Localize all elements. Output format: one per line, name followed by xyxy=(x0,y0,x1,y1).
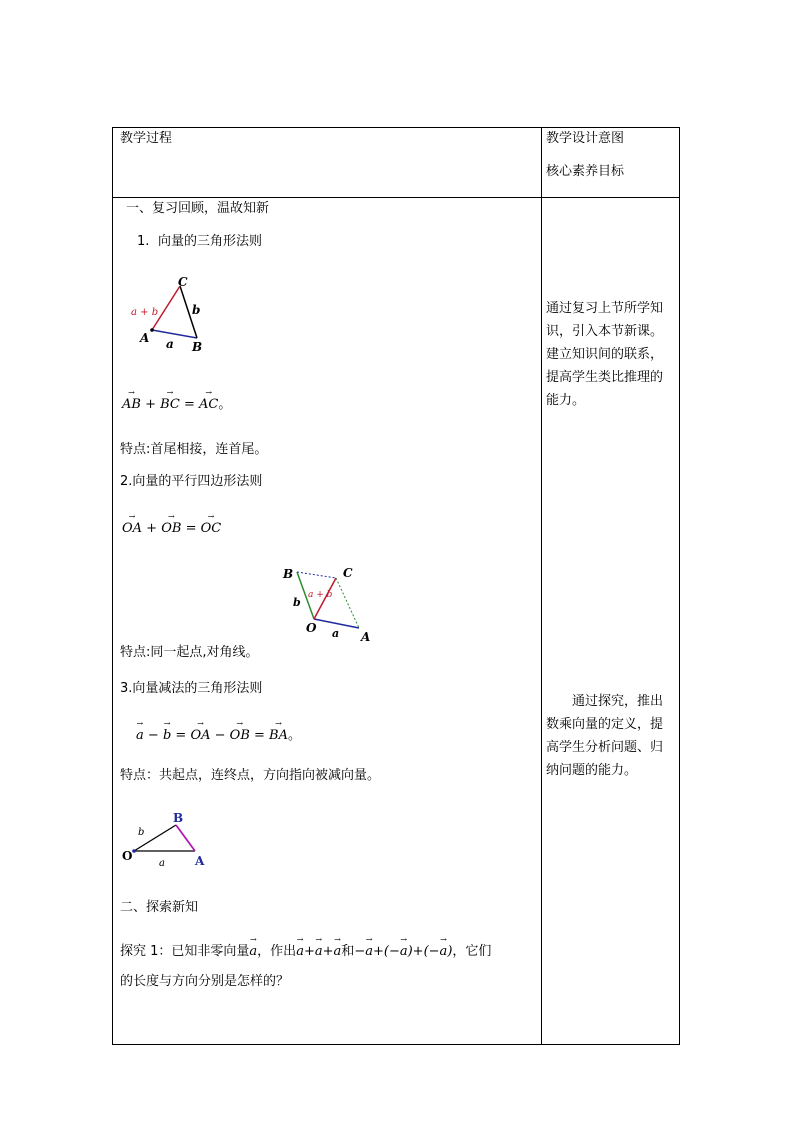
parallelogram-rule-formula: → OA + → OB = → OC xyxy=(122,521,221,537)
explore-neg-a1: → a xyxy=(365,944,373,960)
explore-vec-a: → a xyxy=(249,944,257,960)
fig3-label-a: A xyxy=(195,854,205,868)
subtraction-rule-figure xyxy=(120,808,215,872)
triangle-rule-figure xyxy=(126,272,226,358)
fig2-label-a: A xyxy=(361,630,371,644)
fig2-label-b: B xyxy=(283,567,294,581)
parallelogram-rule-figure xyxy=(280,562,375,648)
feature3-text: 特点：共起点，连终点，方向指向被减向量。 xyxy=(120,768,381,783)
fig3-vec-b: b xyxy=(138,827,145,838)
vector-ab-line xyxy=(152,330,197,338)
point-o-dot xyxy=(132,849,136,853)
explore-neg-sum: −→ a+(−→ a)+(−→ a) xyxy=(354,944,452,959)
feature2-text: 特点:同一起点,对角线。 xyxy=(120,645,259,660)
explore-mid2: 和 xyxy=(341,944,355,959)
explore-sum: → a+→ a+→ a xyxy=(296,944,341,959)
fig3-label-o: O xyxy=(122,849,133,863)
design-note-review: 通过复习上节所学知识，引入本节新课。建立知识间的联系，提高学生类比推理的能力。 xyxy=(546,301,664,408)
vec-ab: → AB xyxy=(122,397,141,413)
parallelogram-right-edge xyxy=(336,578,359,628)
explore-prefix: 探究 1：已知非零向量 xyxy=(120,944,250,959)
fig1-vec-b: b xyxy=(192,303,201,317)
section2-title: 二、探索新知 xyxy=(120,900,199,915)
header-core-goal: 核心素养目标 xyxy=(546,164,625,179)
fig3-vec-a: a xyxy=(159,858,165,869)
fig2-label-c: C xyxy=(343,566,353,580)
design-note-explore: 通过探究，推出数乘向量的定义，提高学生分析问题、归纳问题的能力。 xyxy=(546,694,664,778)
vec-ob: → OB xyxy=(161,521,181,537)
vec-bc: → BC xyxy=(160,397,180,413)
vec-ac: → AC xyxy=(199,397,218,413)
fig2-vec-sum: a + b xyxy=(308,590,333,600)
fig2-vec-b: b xyxy=(293,596,301,609)
column-divider xyxy=(541,128,542,1044)
explore-mid1: ，作出 xyxy=(257,944,297,959)
vector-ba-line xyxy=(176,825,195,851)
formula1-end: 。 xyxy=(218,397,232,412)
explore-sum-a1: → a xyxy=(296,944,304,960)
explore-sum-a2: → a xyxy=(315,944,323,960)
explore-sum-a3: → a xyxy=(334,944,342,960)
feature1-text: 特点:首尾相接，连首尾。 xyxy=(120,442,268,457)
header-design-intent: 教学设计意图 xyxy=(546,131,625,146)
vec-ba: → BA xyxy=(269,728,288,744)
subtraction-rule-formula: → a − → b = → OA − → OB = → BA。 xyxy=(136,728,301,744)
explore-neg-a2: → a xyxy=(400,944,408,960)
vec-b: → b xyxy=(163,728,171,744)
vec-ob-2: → OB xyxy=(230,728,250,744)
item1-title: 向量的三角形法则 xyxy=(158,234,263,249)
explore-neg-a3: → a xyxy=(440,944,448,960)
vec-a: → a xyxy=(136,728,144,744)
item3-title: 3.向量减法的三角形法则 xyxy=(120,681,263,696)
explore-end: ，它们 xyxy=(452,944,492,959)
fig1-vec-a: a xyxy=(166,337,174,351)
fig1-label-b: B xyxy=(192,340,203,354)
section1-title: 一、复习回顾，温故知新 xyxy=(126,201,270,216)
item1-number: 1. xyxy=(137,234,150,249)
vec-oc: → OC xyxy=(201,521,222,537)
fig3-label-b: B xyxy=(173,811,184,825)
triangle-rule-formula: → AB + → BC = → AC。 xyxy=(122,397,231,413)
explore-line2: 的长度与方向分别是怎样的？ xyxy=(120,974,290,989)
fig2-vec-a: a xyxy=(332,627,340,640)
fig1-label-c: C xyxy=(178,275,188,289)
fig1-vec-sum: a + b xyxy=(131,307,159,318)
header-divider xyxy=(113,197,679,198)
point-a-dot xyxy=(150,328,154,332)
item2-title: 2.向量的平行四边形法则 xyxy=(120,474,263,489)
header-process: 教学过程 xyxy=(120,131,173,146)
fig2-label-o: O xyxy=(306,621,317,635)
fig1-label-a: A xyxy=(140,331,150,345)
parallelogram-top-edge xyxy=(297,572,336,578)
vec-oa-2: → OA xyxy=(190,728,210,744)
formula3-end: 。 xyxy=(288,728,302,743)
vec-oa: → OA xyxy=(122,521,142,537)
explore-line1 xyxy=(120,944,491,960)
